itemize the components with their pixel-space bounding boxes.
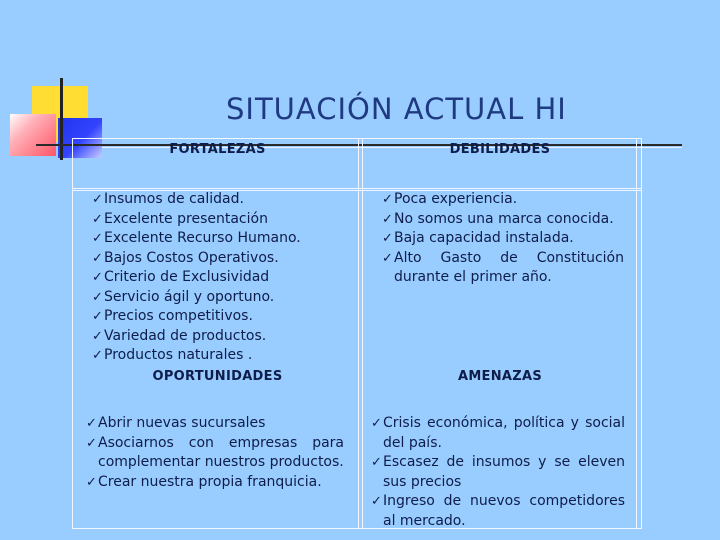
check-icon: ✓ [382,231,393,246]
check-icon: ✓ [86,416,97,431]
check-icon: ✓ [92,250,103,266]
list-item: ✓ Variedad de productos. [92,327,354,347]
check-icon: ✓ [382,250,393,266]
check-icon: ✓ [371,494,382,509]
list-item: ✓ Excelente presentación [92,210,354,230]
check-icon: ✓ [92,192,103,207]
check-icon: ✓ [86,435,97,451]
check-icon: ✓ [92,289,103,305]
table-divider-line [358,138,359,528]
list-item: ✓ Crear nuestra propia franquicia. [86,473,344,493]
check-icon: ✓ [382,192,393,207]
list-item: ✓ Baja capacidad instalada. [382,229,624,249]
oportunidades-list [86,414,344,492]
deco-vertical-line [60,78,63,160]
debilidades-heading: DEBILIDADES [449,142,551,157]
oportunidades-heading: OPORTUNIDADES [152,369,283,384]
table-right-border [636,138,637,528]
list-item: ✓ Precios competitivos. [92,307,354,327]
list-item: ✓ Crisis económica, política y social del país. [371,414,625,453]
list-item: ✓ Alto Gasto de Constitución durante el primer año. [382,249,624,288]
check-icon: ✓ [92,211,103,227]
check-icon: ✓ [86,474,97,490]
check-icon: ✓ [92,309,103,324]
list-item: ✓ Excelente Recurso Humano. [92,229,354,249]
table-right-border [641,138,642,528]
check-icon: ✓ [382,211,393,227]
table-divider-line [72,188,642,189]
table-top-border [72,138,642,139]
list-item: ✓ Productos naturales . [92,346,354,366]
deco-red-square [10,114,56,156]
check-icon: ✓ [92,348,103,363]
check-icon: ✓ [92,231,103,246]
check-icon: ✓ [92,328,103,344]
list-item: ✓ Criterio de Exclusividad [92,268,354,288]
list-item: ✓ Asociarnos con empresas para complementar nuestros productos. [86,434,344,473]
amenazas-list [371,414,625,531]
list-item: ✓ Abrir nuevas sucursales [86,414,344,434]
slide-title: SITUACIÓN ACTUAL HI [226,92,567,126]
check-icon: ✓ [92,270,103,285]
list-item: ✓ No somos una marca conocida. [382,210,624,230]
list-item: ✓ Servicio ágil y oportuno. [92,288,354,308]
list-item: ✓ Ingreso de nuevos competidores al mercado. [371,492,625,531]
check-icon: ✓ [371,416,382,431]
fortalezas-heading: FORTALEZAS [169,142,266,157]
table-left-border [72,138,73,528]
check-icon: ✓ [371,455,382,470]
list-item: ✓ Insumos de calidad. [92,190,354,210]
deco-horizontal-line [36,144,682,146]
fortalezas-list [92,190,354,366]
list-item: ✓ Escasez de insumos y se eleven sus precios [371,453,625,492]
debilidades-list [382,190,624,288]
list-item: ✓ Bajos Costos Operativos. [92,249,354,269]
list-item: ✓ Poca experiencia. [382,190,624,210]
amenazas-heading: AMENAZAS [457,369,543,384]
table-divider-line [362,138,363,528]
